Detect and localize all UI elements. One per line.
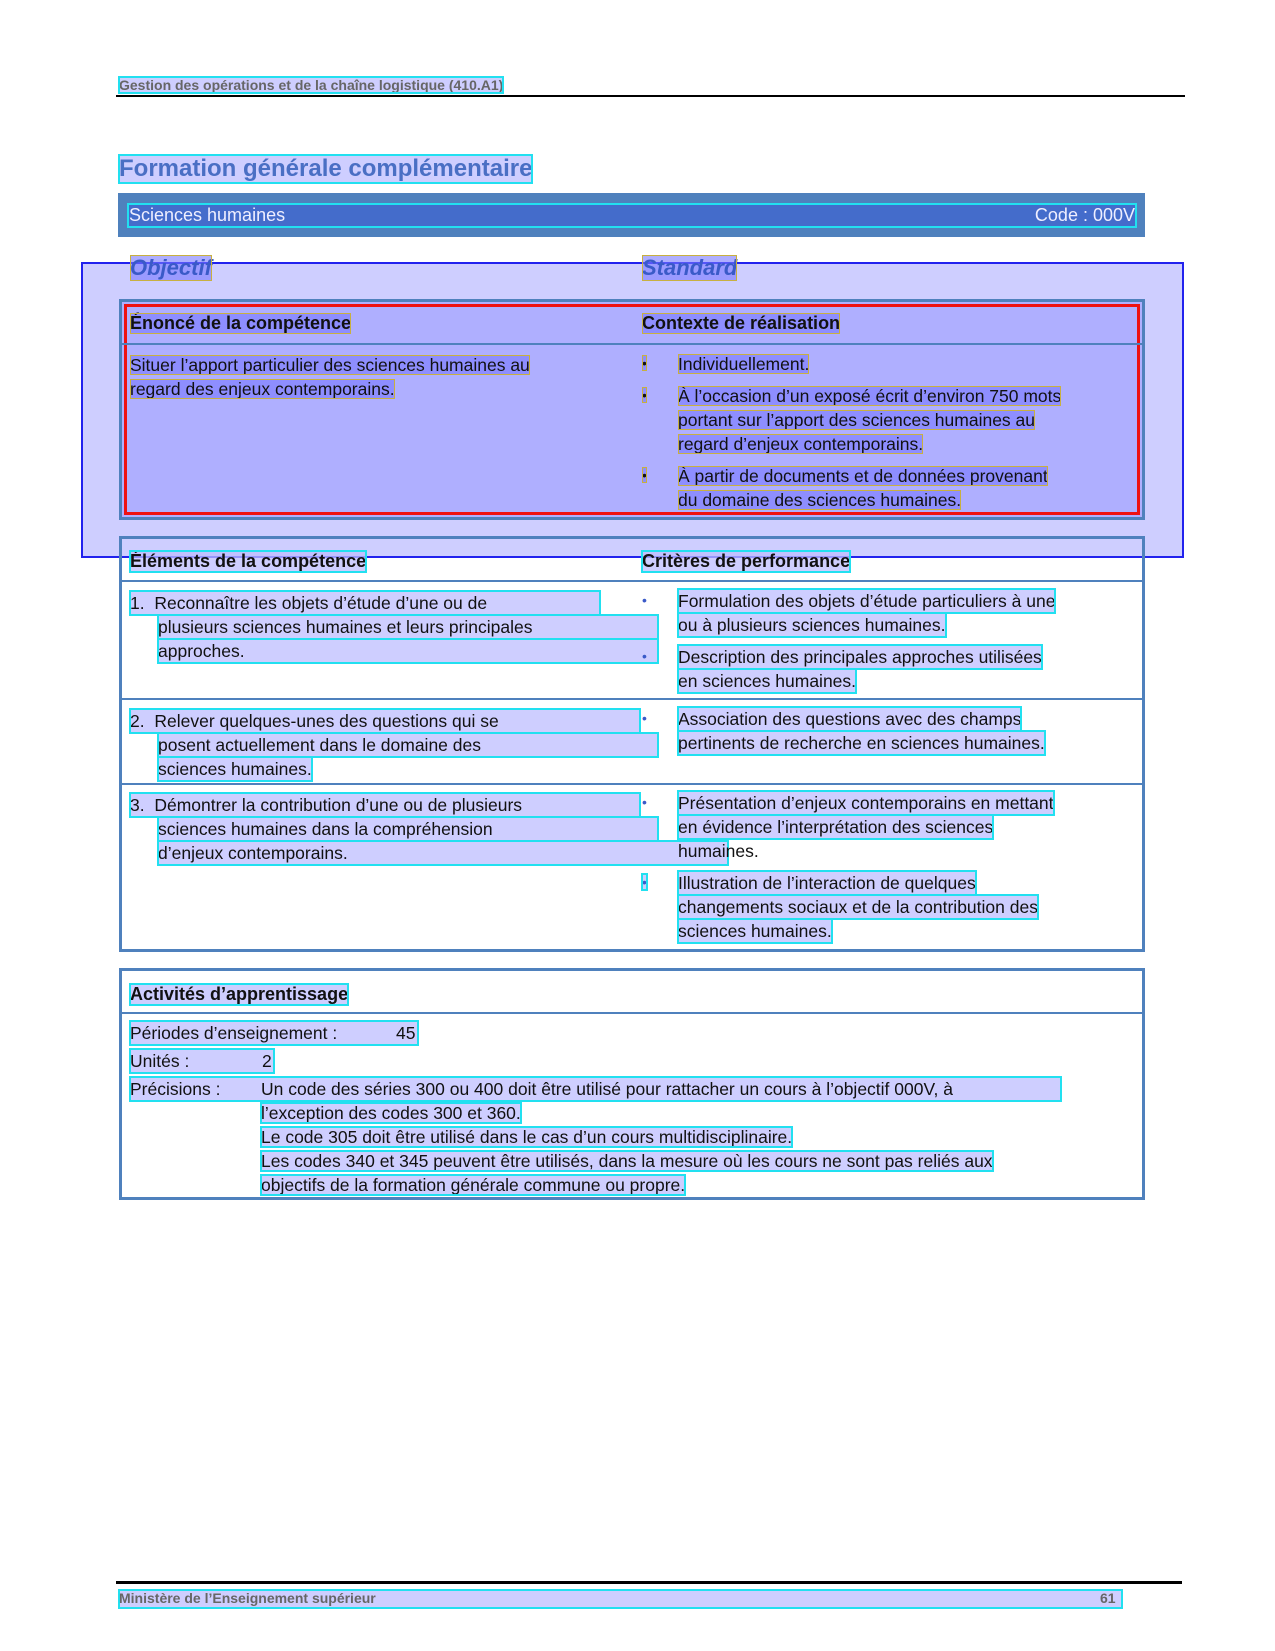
running-header: Gestion des opérations et de la chaîne logistique (410.A1) [119, 77, 504, 93]
criteria-line: Description des principales approches utilisées [678, 647, 1042, 667]
activites-header: Activités d’apprentissage [130, 984, 349, 1004]
criteres-header: Critères de performance [642, 551, 851, 571]
element-line: Démontrer la contribution d’une ou de plusieurs [154, 795, 523, 815]
list-item [642, 352, 1142, 384]
section-objectif: Objectif [130, 255, 212, 280]
section-standard: Standard [642, 255, 738, 280]
precision-line: Le code 305 doit être utilisé dans le cas d’un cours multidisciplinaire. [261, 1127, 793, 1147]
discipline-name: Sciences humaines [129, 205, 286, 225]
element-3 [130, 793, 728, 865]
element-number: 1. [130, 593, 145, 613]
footer-rule [116, 1581, 1182, 1584]
criteria-line: en évidence l’interprétation des sciences [678, 817, 994, 837]
activites-table [119, 968, 1145, 1200]
statement-line: regard des enjeux contemporains. [130, 379, 395, 399]
element-line: d’enjeux contemporains. [158, 841, 728, 865]
element-line: plusieurs sciences humaines et leurs principales [158, 615, 658, 639]
periodes-row [130, 1021, 418, 1045]
element-number: 3. [130, 795, 145, 815]
periodes-label: Périodes d’enseignement : [130, 1023, 338, 1043]
unites-label: Unités : [130, 1051, 190, 1071]
page-title: Formation générale complémentaire [119, 155, 533, 182]
row-divider [122, 698, 1142, 700]
list-item [642, 384, 1142, 464]
criteria-line: Formulation des objets d’étude particuliers à une [678, 591, 1056, 611]
elements-header: Éléments de la compétence [130, 551, 367, 571]
header-divider [122, 343, 1142, 345]
elements-table [119, 536, 1145, 952]
criteria-line: Association des questions avec des champs [678, 709, 1022, 729]
precision-line: objectifs de la formation générale commune ou propre. [261, 1175, 686, 1195]
context-line: regard d’enjeux contemporains. [678, 434, 924, 454]
element-2 [130, 709, 658, 781]
criteria-line: Illustration de l’interaction de quelques [678, 873, 976, 893]
precisions-text [261, 1077, 993, 1197]
element-line: Relever quelques-unes des questions qui se [154, 711, 499, 731]
bullet-icon: • [642, 710, 647, 726]
discipline-bar [118, 193, 1145, 237]
header-rule [116, 95, 1185, 97]
competence-statement [130, 353, 530, 401]
element-line: sciences humaines. [158, 759, 312, 779]
element-line: posent actuellement dans le domaine des [158, 733, 658, 757]
bullet-icon: • [642, 355, 647, 371]
criteria-line: Présentation d’enjeux contemporains en mettant [678, 793, 1054, 813]
context-list [642, 352, 1142, 514]
list-item [642, 464, 1142, 514]
precisions-label: Précisions : [130, 1077, 1061, 1101]
element-1 [130, 591, 658, 663]
enonce-table [119, 299, 1145, 520]
criteria-line: changements sociaux et de la contribution des [678, 897, 1038, 917]
criteria-line: pertinents de recherche en sciences humaines. [678, 733, 1045, 753]
context-line: À l’occasion d’un exposé écrit d’environ 750 mots [678, 386, 1062, 406]
precision-line: Les codes 340 et 345 peuvent être utilisés, dans la mesure où les cours ne sont pas reliés aux [261, 1151, 993, 1171]
precision-line: l’exception des codes 300 et 360. [261, 1103, 521, 1123]
header-divider [122, 580, 1142, 582]
row-divider [122, 783, 1142, 785]
statement-line: Situer l’apport particulier des sciences humaines au [130, 355, 530, 375]
criteria-line: en sciences humaines. [678, 671, 857, 691]
contexte-header: Contexte de réalisation [642, 313, 841, 333]
bullet-icon: • [642, 648, 647, 664]
bullet-icon: • [642, 467, 647, 483]
element-line: approches. [158, 639, 658, 663]
header-divider [122, 1012, 1142, 1014]
unites-value: 2 [262, 1051, 272, 1071]
criteria-line: ou à plusieurs sciences humaines. [678, 615, 946, 635]
bullet-icon: • [642, 874, 647, 890]
discipline-code: Code : 000V [1034, 205, 1135, 225]
precision-line: Un code des séries 300 ou 400 doit être utilisé pour rattacher un cours à l’objectif 000V, à [261, 1079, 954, 1099]
bullet-icon: • [642, 387, 647, 403]
bullet-icon: • [642, 592, 647, 608]
element-line: Reconnaître les objets d’étude d’une ou de [154, 593, 488, 613]
unites-row [130, 1049, 274, 1073]
element-number: 2. [130, 711, 145, 731]
context-line: À partir de documents et de données provenant [678, 466, 1048, 486]
page-number: 61 [1100, 1590, 1116, 1606]
context-line: du domaine des sciences humaines. [678, 490, 962, 510]
criteria-line: sciences humaines. [678, 921, 832, 941]
context-line: portant sur l’apport des sciences humaines au [678, 410, 1036, 430]
context-line: Individuellement. [678, 354, 810, 374]
criteria-line: humaines. [678, 841, 759, 861]
footer-ministry: Ministère de l’Enseignement supérieur [119, 1590, 376, 1606]
bullet-icon: • [642, 794, 647, 810]
enonce-header: Énoncé de la compétence [130, 313, 352, 333]
periodes-value: 45 [396, 1023, 416, 1043]
element-line: sciences humaines dans la compréhension [158, 817, 658, 841]
